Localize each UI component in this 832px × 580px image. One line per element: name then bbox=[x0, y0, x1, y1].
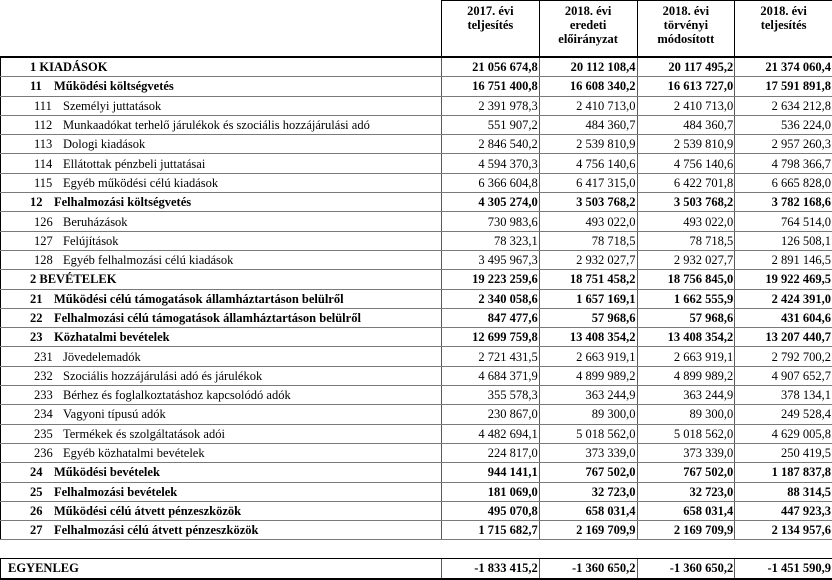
row-label: Jövedelemadók bbox=[63, 349, 141, 364]
table-row bbox=[1, 77, 832, 96]
table-row bbox=[1, 482, 832, 501]
row-code: 115 bbox=[34, 175, 53, 190]
row-label: Munkaadókat terhelő járulékok és szociális hozzájárulási adó bbox=[63, 118, 370, 133]
row-value: 4 899 989,2 bbox=[637, 366, 735, 385]
row-label: Működési költségvetés bbox=[54, 79, 174, 94]
row-label-cell bbox=[1, 115, 442, 134]
column-header-line: módosított bbox=[657, 32, 715, 46]
table-row bbox=[1, 501, 832, 520]
row-value: 181 069,0 bbox=[442, 482, 540, 501]
row-value: 6 417 315,0 bbox=[539, 173, 637, 192]
row-label-cell bbox=[1, 405, 442, 424]
row-value: 17 591 891,8 bbox=[735, 77, 832, 96]
table-row bbox=[1, 250, 832, 269]
row-label: BEVÉTELEK bbox=[39, 272, 117, 287]
row-label: Működési célú átvett pénzeszközök bbox=[54, 503, 242, 518]
balance-value: -1 451 590,9 bbox=[735, 559, 832, 580]
table-row bbox=[1, 270, 832, 289]
row-value: 2 932 027,7 bbox=[637, 250, 735, 269]
row-code: 2 bbox=[30, 272, 37, 287]
row-label: Egyéb működési célú kiadások bbox=[63, 175, 219, 190]
balance-value: -1 360 650,2 bbox=[637, 559, 735, 580]
row-value: 363 244,9 bbox=[637, 386, 735, 405]
row-value: 373 339,0 bbox=[637, 443, 735, 462]
row-value: 4 756 140,6 bbox=[539, 154, 637, 173]
row-value: 2 134 957,6 bbox=[735, 521, 832, 540]
row-label-cell bbox=[1, 308, 442, 327]
row-value: 2 792 700,2 bbox=[735, 347, 832, 366]
row-code: 111 bbox=[34, 98, 52, 113]
row-code: 26 bbox=[30, 503, 43, 518]
row-value: 2 957 260,3 bbox=[735, 135, 832, 154]
row-code: 25 bbox=[30, 484, 43, 499]
row-value: 2 663 919,1 bbox=[637, 347, 735, 366]
row-value: 3 503 768,2 bbox=[539, 193, 637, 212]
row-value: 493 022,0 bbox=[637, 212, 735, 231]
row-value: 658 031,4 bbox=[539, 501, 637, 520]
row-code: 232 bbox=[34, 368, 53, 383]
row-value: 3 503 768,2 bbox=[637, 193, 735, 212]
row-value: 89 300,0 bbox=[637, 405, 735, 424]
row-label: Felhalmozási bevételek bbox=[54, 484, 178, 499]
row-value: 16 751 400,8 bbox=[442, 77, 540, 96]
row-label-cell bbox=[1, 270, 442, 289]
column-header-line: eredeti bbox=[569, 18, 607, 32]
row-value: 250 419,5 bbox=[735, 443, 832, 462]
row-label: Felújítások bbox=[63, 233, 119, 248]
row-value: 378 134,1 bbox=[735, 386, 832, 405]
row-label: Bérhez és foglalkoztatáshoz kapcsolódó adók bbox=[63, 388, 291, 403]
row-value: 1 657 169,1 bbox=[539, 289, 637, 308]
row-code: 23 bbox=[30, 330, 43, 345]
table-row bbox=[1, 347, 832, 366]
row-value: 3 495 967,3 bbox=[442, 250, 540, 269]
row-label: Vagyoni típusú adók bbox=[63, 407, 166, 422]
row-label: Dologi kiadások bbox=[63, 137, 146, 152]
row-label-cell bbox=[1, 57, 442, 77]
row-value: 78 718,5 bbox=[539, 231, 637, 250]
row-value: 78 718,5 bbox=[637, 231, 735, 250]
table-row bbox=[1, 154, 832, 173]
row-label: Működési bevételek bbox=[54, 465, 160, 480]
table-row bbox=[1, 521, 832, 540]
row-label: Szociális hozzájárulási adó és járulékok bbox=[63, 368, 263, 383]
row-code: 11 bbox=[30, 79, 42, 94]
row-code: 231 bbox=[34, 349, 53, 364]
row-code: 236 bbox=[34, 446, 53, 461]
row-code: 24 bbox=[30, 465, 43, 480]
row-value: 16 613 727,0 bbox=[637, 77, 735, 96]
header-label-cell bbox=[1, 1, 442, 58]
row-value: 373 339,0 bbox=[539, 443, 637, 462]
row-code: 27 bbox=[30, 523, 43, 538]
row-value: 2 721 431,5 bbox=[442, 347, 540, 366]
row-value: 4 629 005,8 bbox=[735, 424, 832, 443]
row-value: 2 846 540,2 bbox=[442, 135, 540, 154]
row-value: 1 715 682,7 bbox=[442, 521, 540, 540]
row-code: 127 bbox=[34, 233, 53, 248]
row-value: 2 340 058,6 bbox=[442, 289, 540, 308]
row-value: 658 031,4 bbox=[637, 501, 735, 520]
row-label: Termékek és szolgáltatások adói bbox=[63, 426, 225, 441]
column-header-line: 2018. évi bbox=[662, 4, 710, 18]
row-label: Személyi juttatások bbox=[63, 98, 162, 113]
row-value: 230 867,0 bbox=[442, 405, 540, 424]
column-header-line: előirányzat bbox=[558, 32, 618, 46]
table-row bbox=[1, 424, 832, 443]
row-label-cell bbox=[1, 135, 442, 154]
row-value: 32 723,0 bbox=[539, 482, 637, 501]
row-value: 20 112 108,4 bbox=[539, 57, 637, 77]
table-row bbox=[1, 231, 832, 250]
row-value: 6 422 701,8 bbox=[637, 173, 735, 192]
row-value: 21 374 060,4 bbox=[735, 57, 832, 77]
row-value: 19 922 469,5 bbox=[735, 270, 832, 289]
row-label-cell bbox=[1, 347, 442, 366]
row-label-cell bbox=[1, 193, 442, 212]
row-label-cell bbox=[1, 463, 442, 482]
column-header-2018-modified bbox=[637, 1, 735, 58]
row-label-cell bbox=[1, 250, 442, 269]
row-value: 363 244,9 bbox=[539, 386, 637, 405]
table-row bbox=[1, 366, 832, 385]
row-value: 5 018 562,0 bbox=[539, 424, 637, 443]
table-row bbox=[1, 57, 832, 77]
table-row bbox=[1, 328, 832, 347]
header-row bbox=[1, 1, 832, 58]
table-row bbox=[1, 115, 832, 134]
row-value: 730 983,6 bbox=[442, 212, 540, 231]
row-value: 551 907,2 bbox=[442, 115, 540, 134]
column-header-line: teljesítés bbox=[467, 18, 514, 32]
column-header-line: teljesítés bbox=[760, 18, 807, 32]
row-label-cell bbox=[1, 366, 442, 385]
row-value: 4 907 652,7 bbox=[735, 366, 832, 385]
row-value: 3 782 168,6 bbox=[735, 193, 832, 212]
row-value: 19 223 259,6 bbox=[442, 270, 540, 289]
row-code: 128 bbox=[34, 253, 53, 268]
row-value: 767 502,0 bbox=[539, 463, 637, 482]
row-value: 764 514,0 bbox=[735, 212, 832, 231]
row-value: 4 756 140,6 bbox=[637, 154, 735, 173]
column-header-line: 2018. évi bbox=[760, 4, 807, 18]
row-value: 484 360,7 bbox=[539, 115, 637, 134]
row-label-cell bbox=[1, 424, 442, 443]
row-value: 4 305 274,0 bbox=[442, 193, 540, 212]
row-value: 4 594 370,3 bbox=[442, 154, 540, 173]
row-label: Működési célú támogatások államháztartáson belülről bbox=[54, 291, 344, 306]
table-row bbox=[1, 443, 832, 462]
row-label-cell bbox=[1, 386, 442, 405]
row-value: 2 410 713,0 bbox=[637, 96, 735, 115]
row-value: 32 723,0 bbox=[637, 482, 735, 501]
row-value: 2 539 810,9 bbox=[539, 135, 637, 154]
row-value: 2 391 978,3 bbox=[442, 96, 540, 115]
row-value: 4 482 694,1 bbox=[442, 424, 540, 443]
row-value: 447 923,3 bbox=[735, 501, 832, 520]
row-label-cell bbox=[1, 289, 442, 308]
row-code: 235 bbox=[34, 426, 53, 441]
column-header-line: törvényi bbox=[663, 18, 709, 32]
row-value: 1 662 555,9 bbox=[637, 289, 735, 308]
row-label-cell bbox=[1, 443, 442, 462]
row-value: 16 608 340,2 bbox=[539, 77, 637, 96]
row-code: 12 bbox=[30, 195, 43, 210]
row-code: 112 bbox=[34, 118, 53, 133]
row-code: 233 bbox=[34, 388, 53, 403]
row-code: 114 bbox=[34, 156, 53, 171]
row-label: Felhalmozási költségvetés bbox=[54, 195, 192, 210]
table-row bbox=[1, 193, 832, 212]
balance-table bbox=[0, 558, 832, 580]
table-row bbox=[1, 212, 832, 231]
table-row bbox=[1, 463, 832, 482]
row-value: 12 699 759,8 bbox=[442, 328, 540, 347]
table-row bbox=[1, 289, 832, 308]
row-value: 89 300,0 bbox=[539, 405, 637, 424]
column-header-2018-original bbox=[539, 1, 637, 58]
row-code: 126 bbox=[34, 214, 53, 229]
column-header-line: 2017. évi bbox=[467, 4, 514, 18]
row-label-cell bbox=[1, 482, 442, 501]
row-value: 57 968,6 bbox=[637, 308, 735, 327]
row-label: Felhalmozási célú átvett pénzeszközök bbox=[54, 523, 259, 538]
table-row bbox=[1, 405, 832, 424]
table-row bbox=[1, 96, 832, 115]
row-label-cell bbox=[1, 173, 442, 192]
row-code: 234 bbox=[34, 407, 53, 422]
row-value: 224 817,0 bbox=[442, 443, 540, 462]
table-row bbox=[1, 386, 832, 405]
row-label: Ellátottak pénzbeli juttatásai bbox=[63, 156, 206, 171]
row-value: 20 117 495,2 bbox=[637, 57, 735, 77]
balance-row bbox=[1, 559, 832, 580]
row-label: Közhatalmi bevételek bbox=[54, 330, 170, 345]
row-label-cell bbox=[1, 501, 442, 520]
row-value: 2 663 919,1 bbox=[539, 347, 637, 366]
balance-value: -1 833 415,2 bbox=[442, 559, 540, 580]
table-row bbox=[1, 308, 832, 327]
row-value: 2 424 391,0 bbox=[735, 289, 832, 308]
row-value: 2 539 810,9 bbox=[637, 135, 735, 154]
table-body bbox=[1, 57, 832, 540]
row-value: 5 018 562,0 bbox=[637, 424, 735, 443]
row-label: Egyéb felhalmozási célú kiadások bbox=[63, 253, 234, 268]
row-value: 2 169 709,9 bbox=[539, 521, 637, 540]
balance-label: EGYENLEG bbox=[1, 559, 442, 580]
row-value: 431 604,6 bbox=[735, 308, 832, 327]
row-value: 13 408 354,2 bbox=[539, 328, 637, 347]
row-label-cell bbox=[1, 231, 442, 250]
row-value: 6 665 828,0 bbox=[735, 173, 832, 192]
row-value: 493 022,0 bbox=[539, 212, 637, 231]
row-label: Beruházások bbox=[63, 214, 128, 229]
row-label: Egyéb közhatalmi bevételek bbox=[63, 446, 205, 461]
row-value: 18 756 845,0 bbox=[637, 270, 735, 289]
row-value: 847 477,6 bbox=[442, 308, 540, 327]
row-value: 21 056 674,8 bbox=[442, 57, 540, 77]
row-value: 2 634 212,8 bbox=[735, 96, 832, 115]
row-code: 1 bbox=[30, 60, 37, 75]
row-value: 4 899 989,2 bbox=[539, 366, 637, 385]
row-value: 2 410 713,0 bbox=[539, 96, 637, 115]
row-value: 484 360,7 bbox=[637, 115, 735, 134]
row-code: 113 bbox=[34, 137, 53, 152]
balance-value: -1 360 650,2 bbox=[539, 559, 637, 580]
column-header-2017-actual bbox=[442, 1, 540, 58]
row-value: 495 070,8 bbox=[442, 501, 540, 520]
row-label-cell bbox=[1, 328, 442, 347]
row-label-cell bbox=[1, 521, 442, 540]
row-label: Felhalmozási célú támogatások államháztartáson belülről bbox=[54, 311, 361, 325]
row-value: 13 408 354,2 bbox=[637, 328, 735, 347]
row-code: 21 bbox=[30, 291, 43, 306]
row-label-cell bbox=[1, 154, 442, 173]
row-label: KIADÁSOK bbox=[39, 60, 108, 75]
row-value: 6 366 604,8 bbox=[442, 173, 540, 192]
row-label-cell bbox=[1, 77, 442, 96]
row-label-cell bbox=[1, 212, 442, 231]
row-value: 355 578,3 bbox=[442, 386, 540, 405]
row-value: 536 224,0 bbox=[735, 115, 832, 134]
table-row bbox=[1, 173, 832, 192]
row-value: 88 314,5 bbox=[735, 482, 832, 501]
row-value: 767 502,0 bbox=[637, 463, 735, 482]
row-value: 18 751 458,2 bbox=[539, 270, 637, 289]
row-value: 249 528,4 bbox=[735, 405, 832, 424]
row-value: 4 798 366,7 bbox=[735, 154, 832, 173]
table-row bbox=[1, 135, 832, 154]
row-label-cell bbox=[1, 96, 442, 115]
row-code: 22 bbox=[30, 311, 43, 325]
row-value: 2 891 146,5 bbox=[735, 250, 832, 269]
column-header-line: 2018. évi bbox=[564, 4, 612, 18]
row-value: 57 968,6 bbox=[539, 308, 637, 327]
row-value: 4 684 371,9 bbox=[442, 366, 540, 385]
row-value: 2 932 027,7 bbox=[539, 250, 637, 269]
row-value: 2 169 709,9 bbox=[637, 521, 735, 540]
row-value: 944 141,1 bbox=[442, 463, 540, 482]
row-value: 1 187 837,8 bbox=[735, 463, 832, 482]
row-value: 78 323,1 bbox=[442, 231, 540, 250]
column-header-2018-actual bbox=[735, 1, 832, 58]
row-value: 126 508,1 bbox=[735, 231, 832, 250]
row-value: 13 207 440,7 bbox=[735, 328, 832, 347]
